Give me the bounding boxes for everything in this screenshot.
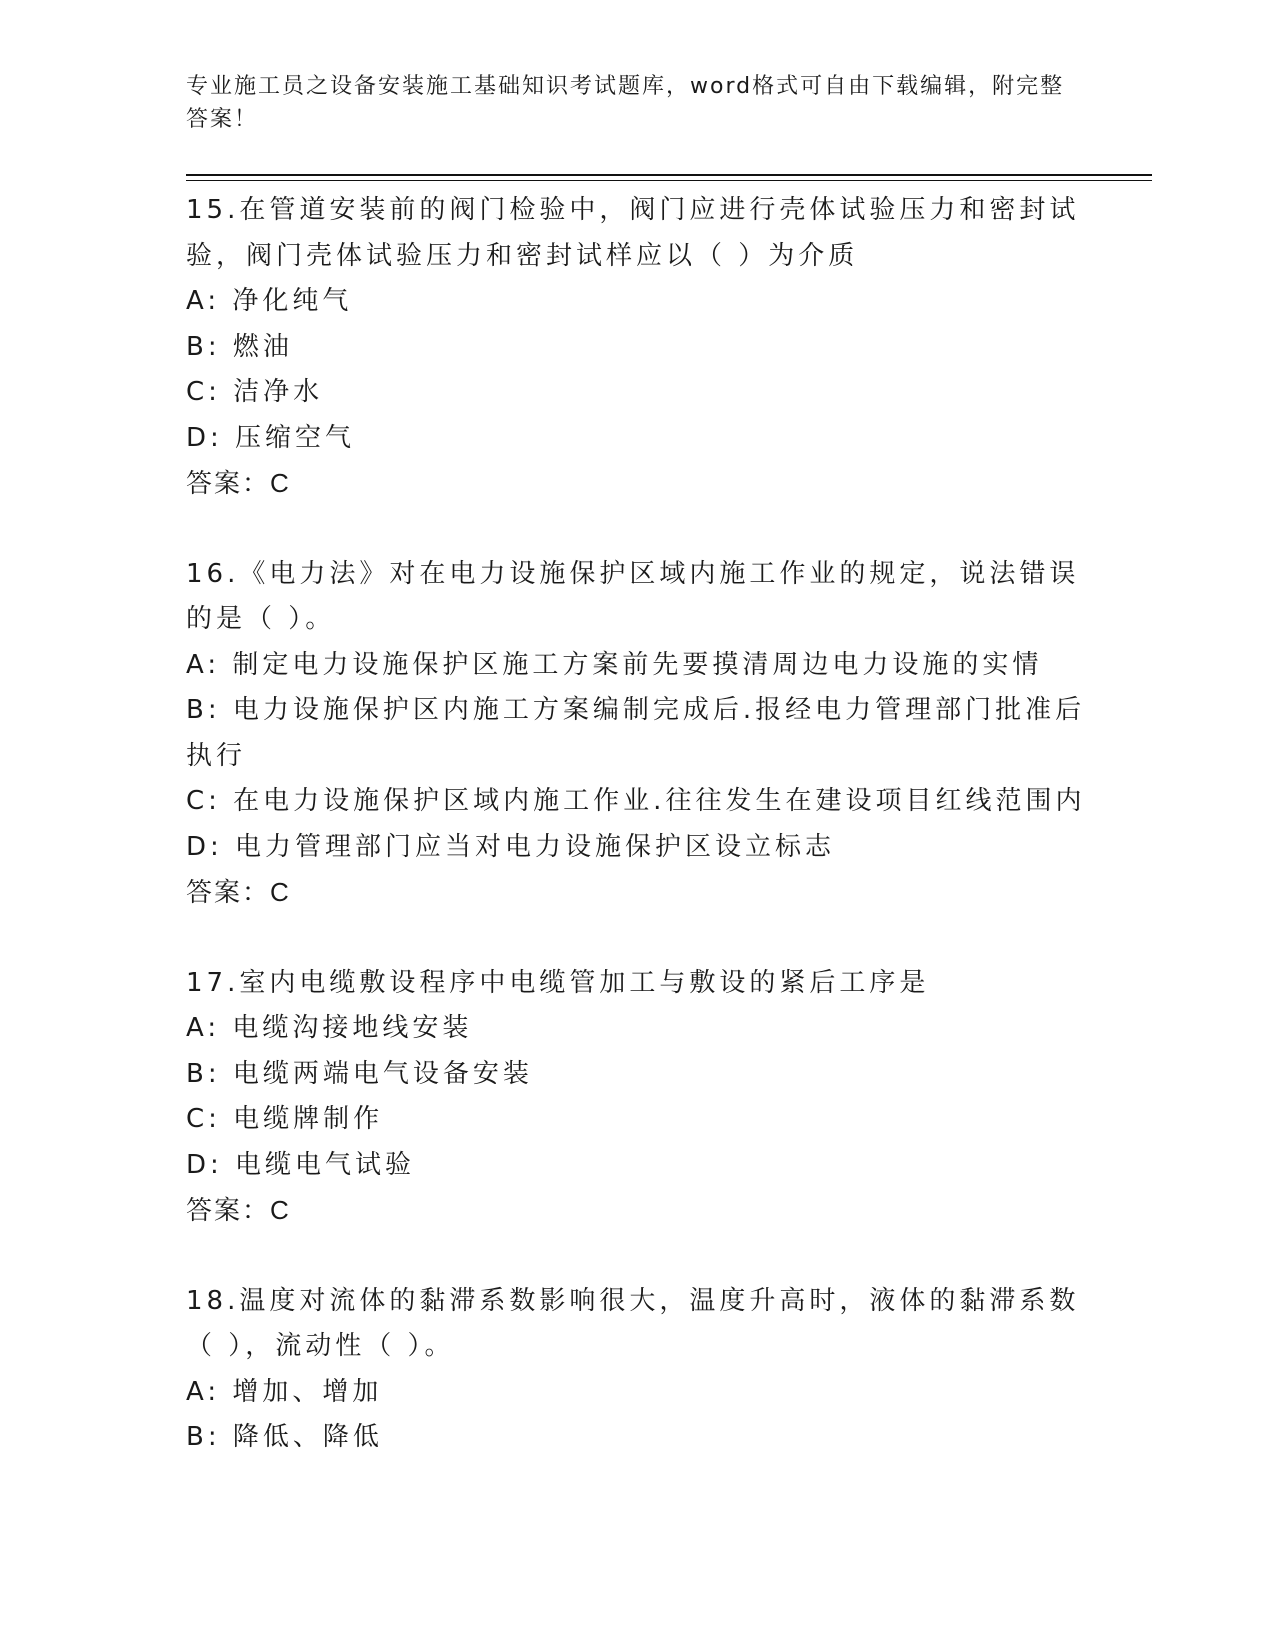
option-b: B: 燃油 bbox=[186, 331, 293, 362]
option-c: C: 在电力设施保护区域内施工作业.往往发生在建设项目红线范围内 bbox=[186, 786, 1086, 816]
option-a: A: 净化纯气 bbox=[186, 286, 353, 316]
option-b: B: 电力设施保护区内施工方案编制完成后.报经电力管理部门批准后执行 bbox=[186, 695, 1086, 771]
question-list bbox=[186, 188, 1086, 1506]
header-divider-top bbox=[186, 174, 1152, 176]
option-c: C: 电缆牌制作 bbox=[186, 1104, 384, 1134]
option-b: B: 电缆两端电气设备安装 bbox=[186, 1058, 533, 1089]
question-stem: 15.在管道安装前的阀门检验中，阀门应进行壳体试验压力和密封试验，阀门壳体试验压力和密封试样应以（ ）为介质 bbox=[186, 195, 1080, 271]
option-d: D: 电力管理部门应当对电力设施保护区设立标志 bbox=[186, 831, 836, 862]
option-c: C: 洁净水 bbox=[186, 377, 324, 407]
option-a: A: 增加、增加 bbox=[186, 1376, 383, 1407]
option-a: A: 电缆沟接地线安装 bbox=[186, 1013, 473, 1043]
question-15 bbox=[186, 188, 1086, 507]
document-header: 专业施工员之设备安装施工基础知识考试题库，word格式可自由下载编辑，附完整答案！ bbox=[186, 74, 1065, 132]
option-b: B: 降低、降低 bbox=[186, 1422, 383, 1452]
question-17 bbox=[186, 961, 1086, 1234]
answer-label: 答案：C bbox=[186, 1195, 291, 1225]
question-18 bbox=[186, 1279, 1086, 1461]
answer-label: 答案：C bbox=[186, 468, 291, 498]
header-divider-bottom bbox=[186, 180, 1152, 181]
option-a: A: 制定电力设施保护区施工方案前先要摸清周边电力设施的实情 bbox=[186, 649, 1043, 680]
answer-label: 答案：C bbox=[186, 877, 291, 907]
option-d: D: 电缆电气试验 bbox=[186, 1149, 416, 1180]
question-stem: 16.《电力法》对在电力设施保护区域内施工作业的规定，说法错误的是（ ）。 bbox=[186, 558, 1080, 634]
question-stem: 18.温度对流体的黏滞系数影响很大，温度升高时，液体的黏滞系数（ ），流动性（ ）。 bbox=[186, 1285, 1080, 1361]
question-16 bbox=[186, 552, 1086, 916]
question-stem: 17.室内电缆敷设程序中电缆管加工与敷设的紧后工序是 bbox=[186, 967, 930, 998]
option-d: D: 压缩空气 bbox=[186, 422, 356, 453]
